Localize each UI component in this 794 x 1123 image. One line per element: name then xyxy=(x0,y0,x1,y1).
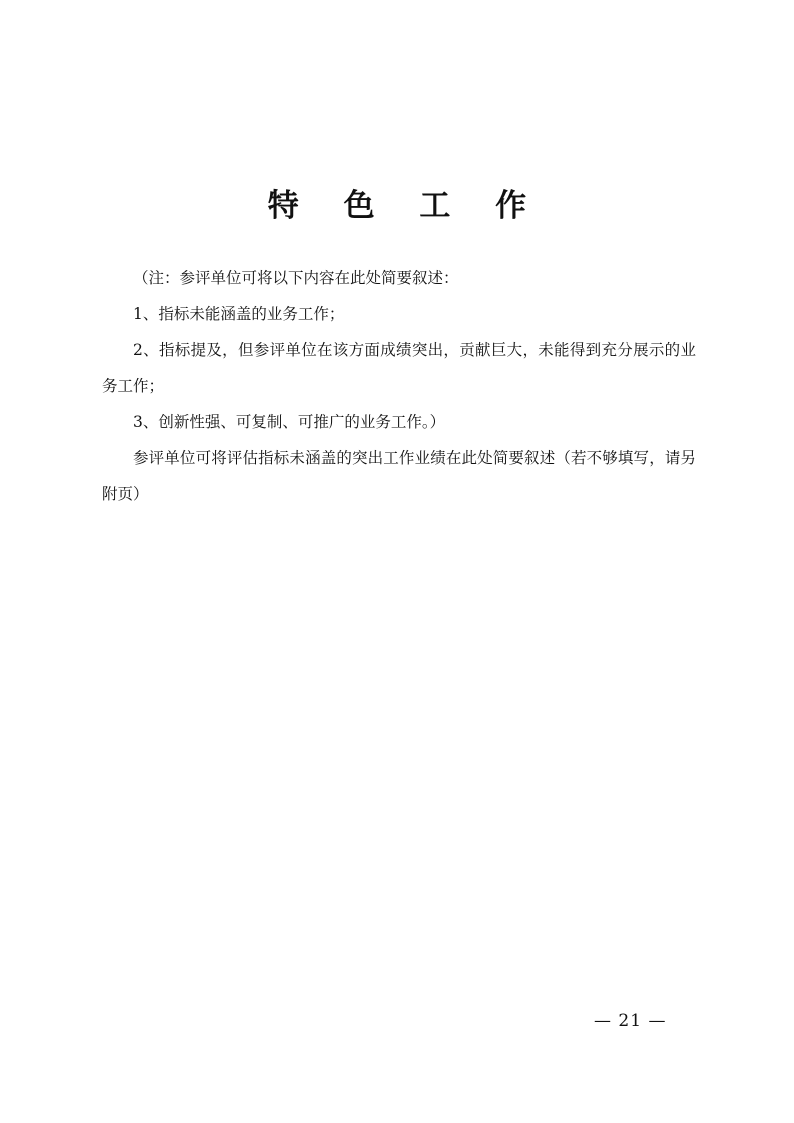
note-intro: （注：参评单位可将以下内容在此处简要叙述： xyxy=(133,269,459,287)
note-item-3: 3、创新性强、可复制、可推广的业务工作。） xyxy=(133,413,446,431)
page-number: — 21 — xyxy=(594,1011,667,1031)
note-item-1: 1、指标未能涵盖的业务工作； xyxy=(133,305,345,323)
page-title: 特 色 工 作 xyxy=(267,188,544,224)
instruction-paragraph: 参评单位可将评估指标未涵盖的突出工作业绩在此处简要叙述（若不够填写，请另附页） xyxy=(102,449,696,503)
note-item-2: 2、指标提及，但参评单位在该方面成绩突出，贡献巨大，未能得到充分展示的业务工作； xyxy=(102,341,696,395)
document-body xyxy=(102,260,696,512)
